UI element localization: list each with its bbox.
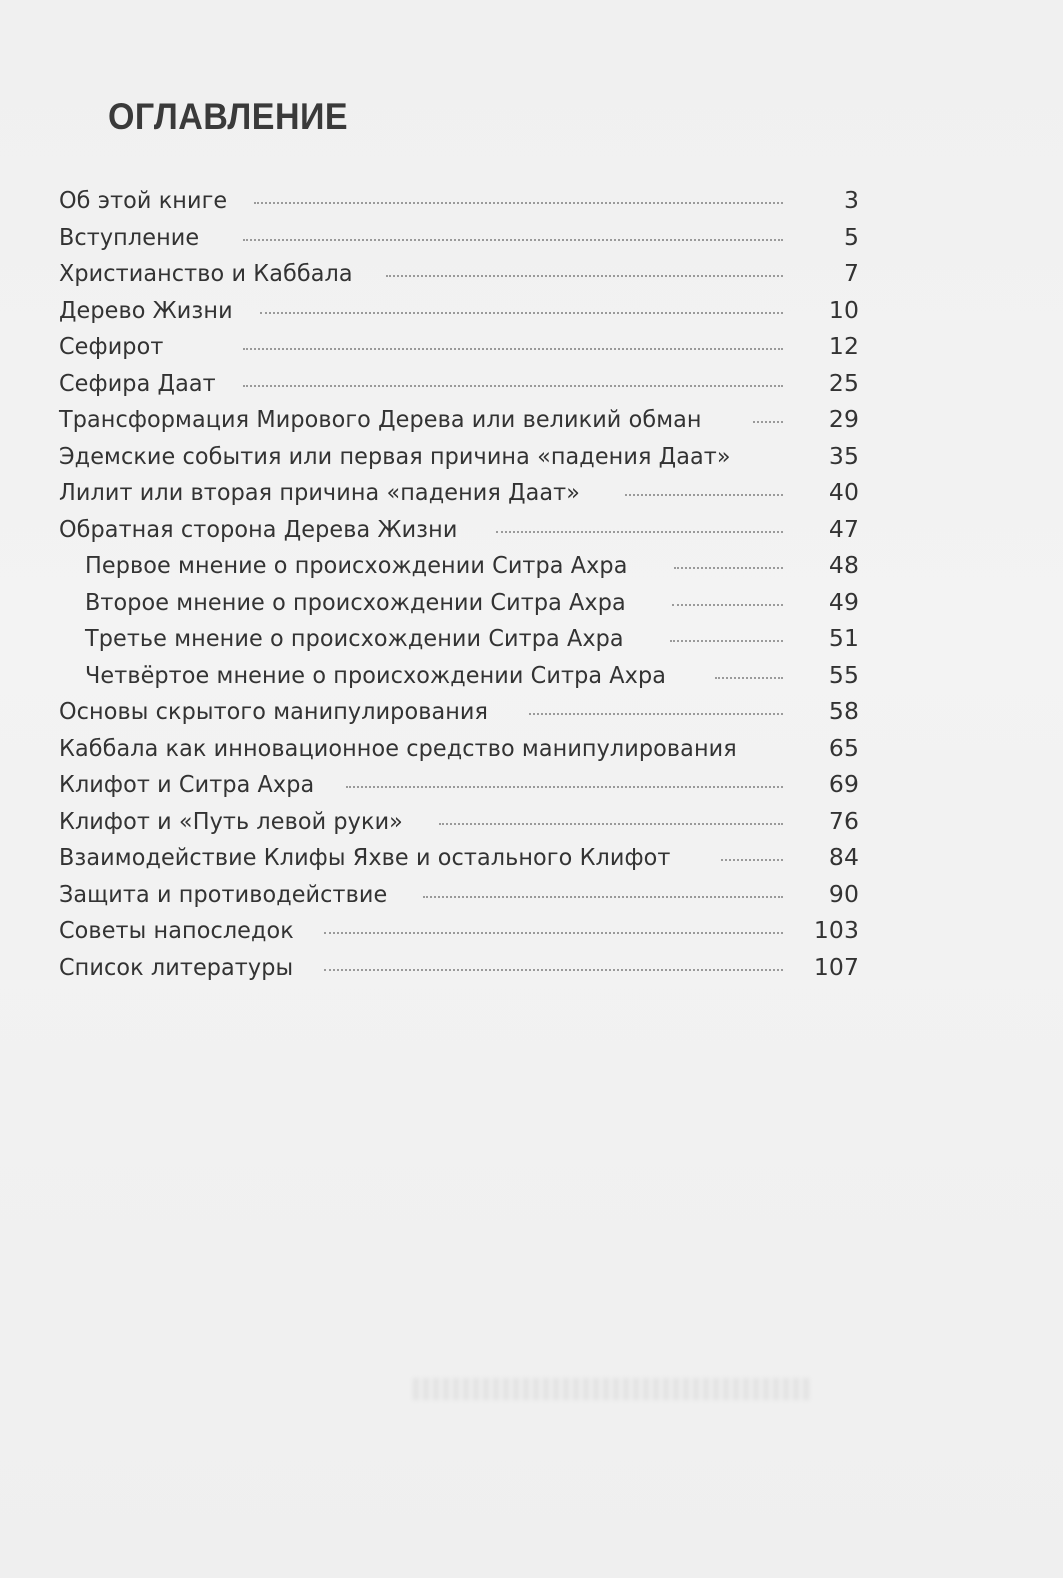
dot-leader-wrap <box>242 315 859 318</box>
dot-leader <box>721 858 783 861</box>
dot-leader-wrap <box>207 242 859 245</box>
toc-subentry[interactable] <box>59 584 859 621</box>
dot-leader <box>243 347 783 350</box>
dot-leader <box>260 311 783 314</box>
toc-entry-label: Основы скрытого манипулирования <box>59 697 489 725</box>
toc-entry-page-number: 3 <box>843 186 859 214</box>
toc-entry[interactable] <box>59 949 859 986</box>
toc-entry-page-number: 65 <box>828 733 859 762</box>
toc-entry-label: Каббала как инновационное средство манипулирования <box>59 733 737 762</box>
dot-leader-wrap <box>224 388 859 391</box>
toc-entry-label: Об этой книге <box>59 186 228 214</box>
toc-entry-page-number: 35 <box>828 441 859 470</box>
toc-entry-page-number: 5 <box>843 222 859 251</box>
dot-leader <box>496 530 783 533</box>
toc-entry-page-number: 69 <box>828 770 859 798</box>
dot-leader-wrap <box>306 972 859 975</box>
toc-subentry[interactable] <box>59 620 859 657</box>
toc-entry-page-number: 84 <box>828 843 859 871</box>
toc-entry[interactable] <box>59 438 859 475</box>
toc-entry-label: Четвёртое мнение о происхождении Ситра Ахра <box>85 660 667 689</box>
dot-leader <box>674 566 783 569</box>
toc-subentry[interactable] <box>59 657 859 694</box>
toc-entry-label: Советы напоследок <box>59 916 294 944</box>
toc-entry-page-number: 29 <box>828 405 859 433</box>
toc-entry-label: Клифот и «Путь левой руки» <box>59 806 403 835</box>
toc-entry-label: Трансформация Мирового Дерева или великий обман <box>59 405 702 433</box>
toc-entry-label: Защита и противодействие <box>59 879 388 908</box>
toc-entry-page-number: 76 <box>828 806 859 835</box>
dot-leader <box>254 201 783 204</box>
toc-entry-label: Клифот и Ситра Ахра <box>59 770 315 798</box>
toc-entry-page-number: 47 <box>828 514 859 543</box>
dot-leader <box>243 384 783 387</box>
show-through-text <box>413 1378 813 1400</box>
toc-entry-label: Сефира Даат <box>59 368 216 397</box>
toc-entry-label: Лилит или вторая причина «падения Даат» <box>59 478 581 506</box>
toc-entry-page-number: 25 <box>828 368 859 397</box>
toc-entry-page-number: 58 <box>828 697 859 725</box>
toc-entry-page-number: 90 <box>828 879 859 908</box>
dot-leader <box>529 712 783 715</box>
toc-entry-label: Взаимодействие Клифы Яхве и остального Клифот <box>59 843 671 871</box>
dot-leader <box>715 676 783 679</box>
dot-leader-wrap <box>169 351 859 354</box>
toc-entry-label: Дерево Жизни <box>59 295 233 324</box>
toc-entry-page-number: 10 <box>828 295 859 324</box>
dot-leader <box>672 603 783 606</box>
toc-entry[interactable] <box>59 292 859 329</box>
toc-entry[interactable] <box>59 255 859 292</box>
toc-entry-page-number: 55 <box>828 660 859 689</box>
dot-leader <box>243 238 783 241</box>
toc-entry-page-number: 103 <box>813 916 859 944</box>
toc-entry-page-number: 107 <box>813 952 859 981</box>
dot-leader <box>423 895 783 898</box>
toc-entry[interactable] <box>59 839 859 876</box>
table-of-contents <box>59 182 859 985</box>
toc-entry[interactable] <box>59 219 859 256</box>
toc-entry-label: Эдемские события или первая причина «падения Даат» <box>59 441 731 470</box>
toc-entry-page-number: 49 <box>828 587 859 616</box>
toc-entry-page-number: 12 <box>828 332 859 360</box>
dot-leader-wrap <box>306 935 859 938</box>
toc-entry-label: Христианство и Каббала <box>59 259 353 287</box>
toc-entry-label: Список литературы <box>59 952 294 981</box>
dot-leader-wrap <box>236 205 859 208</box>
toc-entry[interactable] <box>59 328 859 365</box>
toc-entry[interactable] <box>59 182 859 219</box>
toc-entry-label: Третье мнение о происхождении Ситра Ахра <box>85 624 624 652</box>
page-title: ОГЛАВЛЕНИЕ <box>108 96 349 137</box>
toc-entry-label: Обратная сторона Дерева Жизни <box>59 514 458 543</box>
toc-entry-page-number: 40 <box>828 478 859 506</box>
toc-entry-page-number: 51 <box>828 624 859 652</box>
dot-leader-wrap <box>368 278 859 281</box>
dot-leader-wrap <box>328 789 859 792</box>
toc-entry-label: Сефирот <box>59 332 164 360</box>
toc-entry-label: Второе мнение о происхождении Ситра Ахра <box>85 587 626 616</box>
toc-entry-page-number: 48 <box>828 551 859 579</box>
toc-entry[interactable] <box>59 401 859 438</box>
toc-entry[interactable] <box>59 766 859 803</box>
toc-entry[interactable] <box>59 803 859 840</box>
dot-leader <box>346 785 783 788</box>
toc-entry-label: Вступление <box>59 222 200 251</box>
dot-leader <box>324 968 783 971</box>
toc-entry[interactable] <box>59 730 859 767</box>
toc-entry[interactable] <box>59 474 859 511</box>
toc-entry-page-number: 7 <box>843 259 859 287</box>
toc-entry[interactable] <box>59 511 859 548</box>
toc-subentry[interactable] <box>59 547 859 584</box>
toc-entry[interactable] <box>59 365 859 402</box>
dot-leader <box>386 274 783 277</box>
dot-leader <box>439 822 783 825</box>
dot-leader <box>670 639 783 642</box>
dot-leader <box>625 493 783 496</box>
toc-entry[interactable] <box>59 912 859 949</box>
toc-entry[interactable] <box>59 876 859 913</box>
toc-entry-label: Первое мнение о происхождении Ситра Ахра <box>85 551 628 579</box>
toc-entry[interactable] <box>59 693 859 730</box>
dot-leader <box>324 931 783 934</box>
dot-leader <box>753 420 783 423</box>
